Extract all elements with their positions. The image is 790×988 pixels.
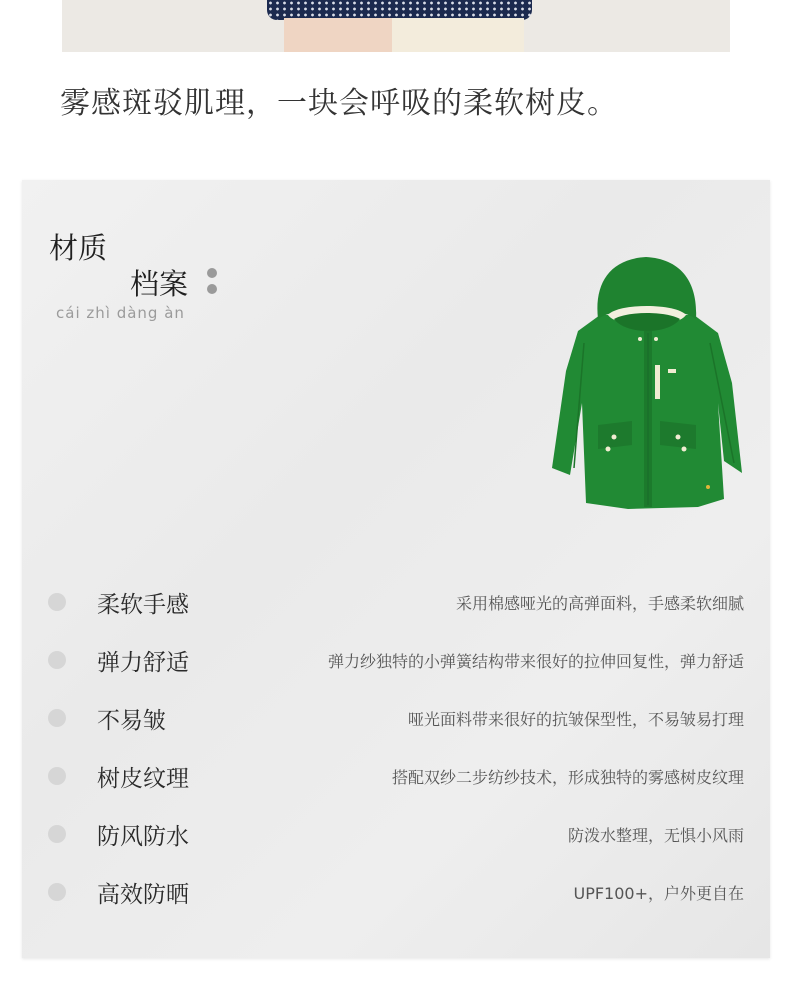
floral-dress-hem xyxy=(267,0,532,20)
feature-name: 防风防水 xyxy=(97,824,189,850)
bullet-dot-icon xyxy=(48,825,66,843)
feature-description: 采用棉感哑光的高弹面料，手感柔软细腻 xyxy=(455,594,744,613)
bullet-dot-icon xyxy=(48,883,66,901)
feature-description: 弹力纱独特的小弹簧结构带来很好的拉伸回复性，弹力舒适 xyxy=(327,652,744,671)
feature-name: 树皮纹理 xyxy=(97,766,189,792)
green-jacket-image xyxy=(548,253,744,515)
feature-row-elastic-comfort xyxy=(0,640,790,680)
colon-dots-icon xyxy=(207,268,217,294)
top-product-photo xyxy=(62,0,730,52)
section-title-line2: 档案 xyxy=(130,267,189,301)
feature-name: 弹力舒适 xyxy=(97,650,189,676)
feature-description: 搭配双纱二步纺纱技术，形成独特的雾感树皮纹理 xyxy=(391,768,744,787)
feature-name: 不易皱 xyxy=(97,708,166,734)
model-legs xyxy=(284,18,524,52)
bullet-dot-icon xyxy=(48,767,66,785)
fabric-tagline: 雾感斑驳肌理，一块会呼吸的柔软树皮。 xyxy=(60,86,618,121)
feature-row-wind-water-proof xyxy=(0,814,790,854)
feature-name: 柔软手感 xyxy=(97,592,189,618)
section-pinyin: cái zhì dàng àn xyxy=(56,304,185,322)
feature-name: 高效防晒 xyxy=(97,882,189,908)
feature-row-sun-protection xyxy=(0,872,790,912)
feature-row-soft-feel xyxy=(0,582,790,622)
feature-row-bark-texture xyxy=(0,756,790,796)
section-title-line1: 材质 xyxy=(49,231,108,265)
bullet-dot-icon xyxy=(48,709,66,727)
feature-row-wrinkle-resistant xyxy=(0,698,790,738)
bullet-dot-icon xyxy=(48,593,66,611)
feature-description: 哑光面料带来很好的抗皱保型性，不易皱易打理 xyxy=(407,710,744,729)
bullet-dot-icon xyxy=(48,651,66,669)
feature-description: UPF100+，户外更自在 xyxy=(573,884,744,903)
feature-description: 防泼水整理，无惧小风雨 xyxy=(567,826,744,845)
